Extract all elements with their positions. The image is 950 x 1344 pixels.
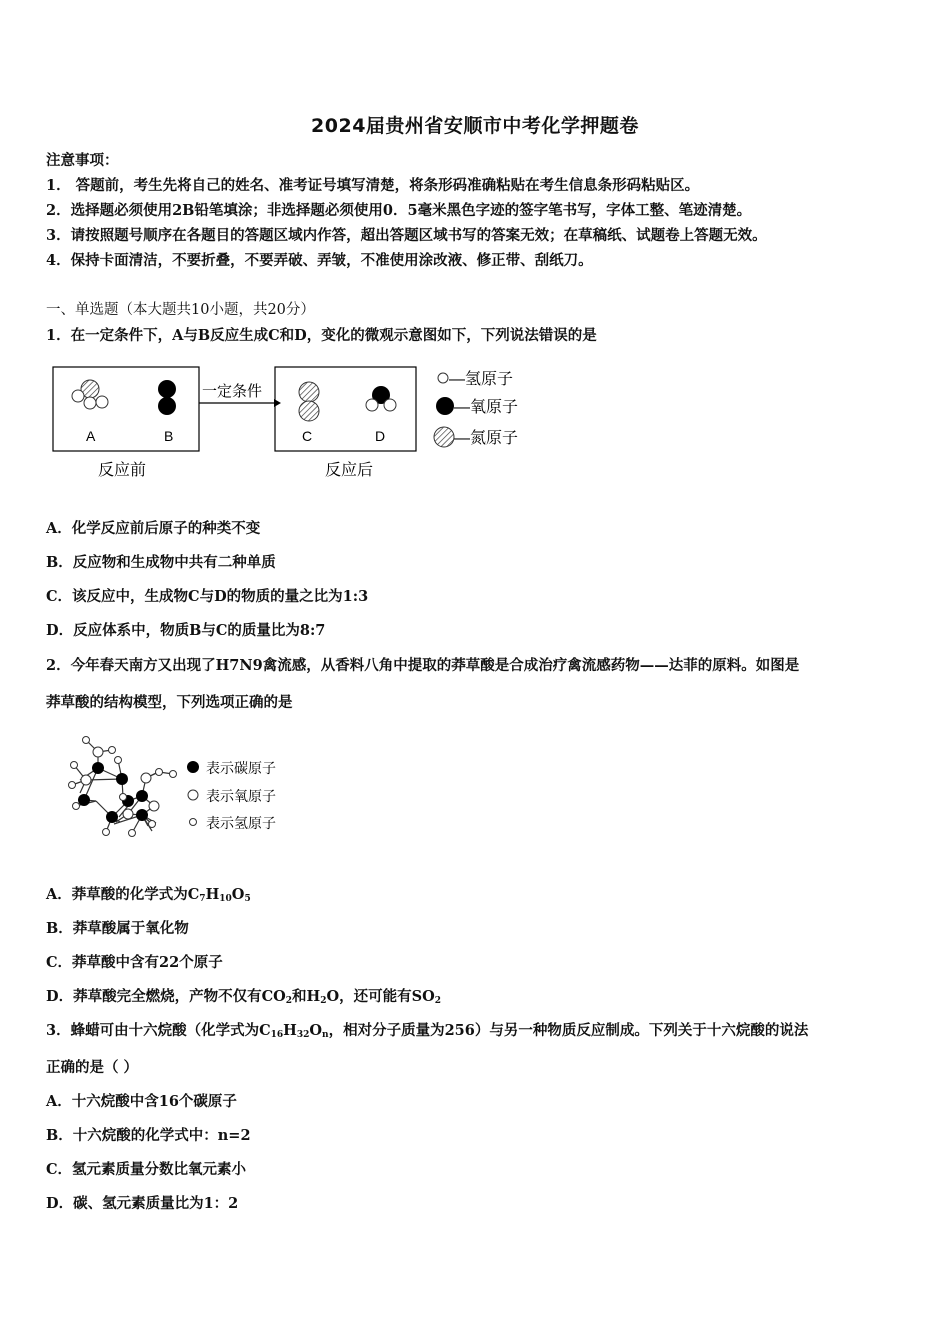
q3-stem-line1: 3．蜂蜡可由十六烷酸（化学式为$C_{16}H_{32}O_n$，相对分子质量为256）与另一种物质反应制成。下列关于十六烷酸的说法: [46, 1022, 809, 1040]
q3-option-b: B．十六烷酸的化学式中：n=2: [46, 1127, 251, 1144]
q1-reaction-diagram: [50, 362, 540, 487]
q3-option-d: D．碳、氢元素质量比为1：2: [46, 1195, 239, 1212]
legend-oxygen: 表示氧原子: [206, 788, 276, 804]
label-a: A: [86, 428, 96, 444]
legend-oxygen: —氧原子: [454, 399, 519, 416]
q1-option-d: D．反应体系中，物质B与C的质量比为8:7: [46, 622, 326, 639]
before-caption: 反应前: [98, 462, 147, 479]
label-b: B: [164, 428, 174, 444]
legend-carbon: 表示碳原子: [206, 760, 276, 776]
q3-option-a: A．十六烷酸中含16个碳原子: [46, 1093, 237, 1110]
q2-stem-line1: 2．今年春天南方又出现了H7N9禽流感，从香料八角中提取的莽草酸是合成治疗禽流感药物——达菲的原料。如图是: [46, 657, 800, 674]
q3-stem-line2: 正确的是（ ）: [46, 1059, 139, 1076]
legend-nitrogen: —氮原子: [454, 430, 519, 447]
molecule-a: [72, 380, 108, 409]
notice-item-3: 3．请按照题号顺序在各题目的答题区域内作答，超出答题区域书写的答案无效；在草稿纸、试题卷上答题无效。: [46, 227, 767, 244]
legend-hydrogen-icon: [190, 819, 197, 826]
q3-option-c: C．氢元素质量分数比氧元素小: [46, 1161, 247, 1178]
q2-option-a: A．莽草酸的化学式为$C_7H_{10}O_5$: [46, 886, 251, 904]
q1-option-c: C．该反应中，生成物C与D的物质的量之比为1:3: [46, 588, 369, 605]
q2-option-b: B．莽草酸属于氧化物: [46, 920, 189, 937]
label-d: D: [375, 428, 386, 444]
label-c: C: [302, 428, 313, 444]
after-caption: 反应后: [325, 462, 374, 479]
q2-structure-model: [50, 728, 290, 843]
section-heading: 一、单选题（本大题共10小题，共20分）: [46, 302, 315, 318]
q1-stem: 1．在一定条件下，A与B反应生成C和D，变化的微观示意图如下，下列说法错误的是: [46, 327, 597, 344]
legend-oxygen-icon: [188, 790, 198, 800]
notice-item-2: 2．选择题必须使用2B铅笔填涂；非选择题必须使用0．5毫米黑色字迹的签字笔书写，字体工整、笔迹清楚。: [46, 202, 752, 219]
carbon-atoms: [78, 762, 148, 823]
before-box: [53, 367, 199, 451]
q1-option-b: B．反应物和生成物中共有二种单质: [46, 554, 276, 571]
legend-hydrogen-icon: [438, 373, 448, 383]
q2-option-d: D．莽草酸完全燃烧，产物不仅有$CO_2$和$H_2O$，还可能有$SO_2$: [46, 988, 441, 1006]
molecule-c: [299, 382, 319, 421]
q2-option-c: C．莽草酸中含有22个原子: [46, 954, 223, 971]
page-title: 2024届贵州省安顺市中考化学押题卷: [311, 115, 639, 137]
legend-hydrogen: 表示氢原子: [206, 815, 276, 831]
molecule-b: [158, 380, 176, 415]
notice-heading: 注意事项：: [46, 152, 119, 169]
notice-item-1: 1． 答题前，考生先将自己的姓名、准考证号填写清楚，将条形码准确粘贴在考生信息条形码粘贴区。: [46, 177, 700, 194]
legend-oxygen-icon: [436, 397, 454, 415]
q1-option-a: A．化学反应前后原子的种类不变: [46, 520, 261, 537]
legend-nitrogen-icon: [434, 427, 454, 447]
legend-hydrogen: —氢原子: [449, 371, 514, 388]
notice-item-4: 4．保持卡面清洁，不要折叠，不要弄破、弄皱，不准使用涂改液、修正带、刮纸刀。: [46, 252, 593, 269]
arrow-label: 一定条件: [202, 383, 263, 400]
legend-carbon-icon: [187, 761, 199, 773]
q2-stem-line2: 莽草酸的结构模型，下列选项正确的是: [46, 694, 293, 711]
molecule-d: [366, 386, 396, 411]
